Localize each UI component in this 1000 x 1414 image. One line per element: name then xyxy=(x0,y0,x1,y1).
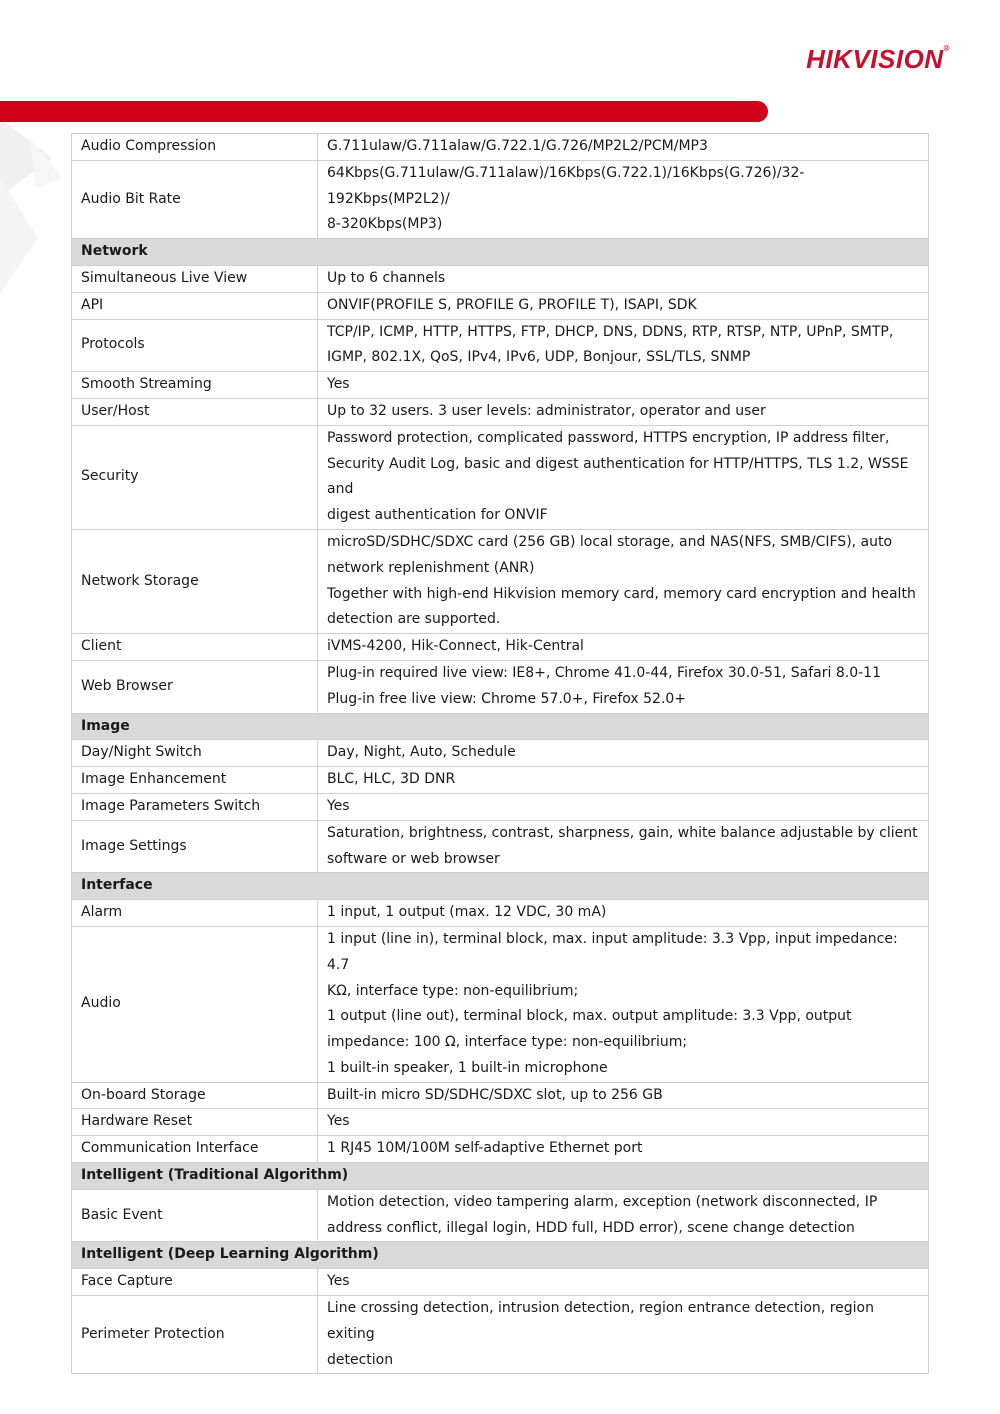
watermark-graphic xyxy=(0,118,80,308)
section-title: Network xyxy=(72,239,929,266)
spec-value-line: KΩ, interface type: non-equilibrium; xyxy=(327,982,579,999)
spec-row xyxy=(72,767,929,794)
spec-value-line: digest authentication for ONVIF xyxy=(327,507,548,524)
spec-row xyxy=(72,660,929,713)
spec-value-line: Motion detection, video tampering alarm, exception (network disconnected, IP xyxy=(327,1193,878,1210)
spec-key: Audio Compression xyxy=(72,134,318,161)
spec-value xyxy=(318,1269,929,1296)
spec-value-line: software or web browser xyxy=(327,850,500,867)
spec-row xyxy=(72,1269,929,1296)
spec-key: Simultaneous Live View xyxy=(72,265,318,292)
spec-row xyxy=(72,1189,929,1242)
spec-row xyxy=(72,160,929,238)
spec-row xyxy=(72,319,929,372)
spec-row xyxy=(72,1296,929,1374)
spec-row xyxy=(72,820,929,873)
spec-value-line: Password protection, complicated password, HTTPS encryption, IP address filter, xyxy=(327,429,890,446)
spec-key: Perimeter Protection xyxy=(72,1296,318,1374)
spec-row xyxy=(72,926,929,1082)
spec-key: Communication Interface xyxy=(72,1136,318,1163)
section-title: Image xyxy=(72,713,929,740)
spec-key: Image Enhancement xyxy=(72,767,318,794)
spec-value-line: 8-320Kbps(MP3) xyxy=(327,216,443,233)
spec-value-line: Up to 6 channels xyxy=(327,269,446,286)
spec-value-line: Together with high-end Hikvision memory card, memory card encryption and health xyxy=(327,585,916,602)
spec-value-line: Yes xyxy=(327,376,350,393)
spec-value-line: Plug-in required live view: IE8+, Chrome 41.0-44, Firefox 30.0-51, Safari 8.0-11 xyxy=(327,664,881,681)
spec-value-line: 1 built-in speaker, 1 built-in microphone xyxy=(327,1059,608,1076)
section-header-row xyxy=(72,1163,929,1190)
spec-key: Security xyxy=(72,425,318,529)
spec-key: Client xyxy=(72,634,318,661)
spec-row xyxy=(72,134,929,161)
spec-value-line: 1 input (line in), terminal block, max. input amplitude: 3.3 Vpp, input impedance: 4.7 xyxy=(327,930,898,973)
spec-row xyxy=(72,425,929,529)
spec-key: On-board Storage xyxy=(72,1082,318,1109)
specification-table xyxy=(71,133,929,1374)
spec-value-line: microSD/SDHC/SDXC card (256 GB) local storage, and NAS(NFS, SMB/CIFS), auto xyxy=(327,533,893,550)
header-red-bar xyxy=(0,101,768,122)
spec-key: Alarm xyxy=(72,900,318,927)
spec-value-line: Security Audit Log, basic and digest authentication for HTTP/HTTPS, TLS 1.2, WSSE and xyxy=(327,455,909,498)
spec-value xyxy=(318,160,929,238)
spec-key: Audio xyxy=(72,926,318,1082)
spec-key: Image Settings xyxy=(72,820,318,873)
spec-row xyxy=(72,1109,929,1136)
spec-value-line: network replenishment (ANR) xyxy=(327,559,535,576)
spec-key: Audio Bit Rate xyxy=(72,160,318,238)
spec-value xyxy=(318,319,929,372)
spec-value xyxy=(318,529,929,633)
spec-value-line: 1 input, 1 output (max. 12 VDC, 30 mA) xyxy=(327,904,607,921)
spec-value-line: 64Kbps(G.711ulaw/G.711alaw)/16Kbps(G.722.1)/16Kbps(G.726)/32-192Kbps(MP2L2)/ xyxy=(327,164,805,207)
spec-row xyxy=(72,900,929,927)
spec-value-line: Yes xyxy=(327,1273,350,1290)
spec-value-line: Saturation, brightness, contrast, sharpness, gain, white balance adjustable by client xyxy=(327,824,918,841)
spec-value-line: 1 output (line out), terminal block, max. output amplitude: 3.3 Vpp, output xyxy=(327,1008,852,1025)
spec-value-line: BLC, HLC, 3D DNR xyxy=(327,771,456,788)
spec-value-line: iVMS-4200, Hik-Connect, Hik-Central xyxy=(327,638,584,655)
spec-value xyxy=(318,372,929,399)
spec-key: Smooth Streaming xyxy=(72,372,318,399)
section-header-row xyxy=(72,713,929,740)
spec-row xyxy=(72,1082,929,1109)
spec-row xyxy=(72,529,929,633)
spec-value xyxy=(318,926,929,1082)
spec-row xyxy=(72,1136,929,1163)
spec-value-line: ONVIF(PROFILE S, PROFILE G, PROFILE T), ISAPI, SDK xyxy=(327,296,697,313)
spec-value-line: 1 RJ45 10M/100M self-adaptive Ethernet port xyxy=(327,1140,643,1157)
spec-row xyxy=(72,740,929,767)
spec-value xyxy=(318,1082,929,1109)
spec-value-line: detection xyxy=(327,1351,394,1368)
spec-value xyxy=(318,767,929,794)
spec-value-line: Yes xyxy=(327,797,350,814)
spec-row xyxy=(72,634,929,661)
spec-value xyxy=(318,634,929,661)
spec-value-line: TCP/IP, ICMP, HTTP, HTTPS, FTP, DHCP, DNS, DDNS, RTP, RTSP, NTP, UPnP, SMTP, xyxy=(327,323,894,340)
spec-value xyxy=(318,134,929,161)
spec-value xyxy=(318,292,929,319)
spec-value xyxy=(318,1189,929,1242)
spec-value xyxy=(318,425,929,529)
section-title: Intelligent (Deep Learning Algorithm) xyxy=(72,1242,929,1269)
spec-row xyxy=(72,265,929,292)
specification-table-body xyxy=(72,134,929,1374)
hikvision-logo: HIKVISION® xyxy=(806,44,950,74)
section-header-row xyxy=(72,1242,929,1269)
spec-value-line: Plug-in free live view: Chrome 57.0+, Firefox 52.0+ xyxy=(327,690,687,707)
spec-value-line: IGMP, 802.1X, QoS, IPv4, IPv6, UDP, Bonjour, SSL/TLS, SNMP xyxy=(327,349,751,366)
spec-value xyxy=(318,1109,929,1136)
spec-value xyxy=(318,820,929,873)
spec-key: User/Host xyxy=(72,398,318,425)
spec-key: Image Parameters Switch xyxy=(72,793,318,820)
section-title: Interface xyxy=(72,873,929,900)
spec-value-line: address conflict, illegal login, HDD full, HDD error), scene change detection xyxy=(327,1219,855,1236)
spec-row xyxy=(72,292,929,319)
spec-value xyxy=(318,660,929,713)
spec-value xyxy=(318,1296,929,1374)
spec-key: API xyxy=(72,292,318,319)
spec-key: Network Storage xyxy=(72,529,318,633)
spec-value xyxy=(318,900,929,927)
spec-key: Protocols xyxy=(72,319,318,372)
section-title: Intelligent (Traditional Algorithm) xyxy=(72,1163,929,1190)
spec-value-line: G.711ulaw/G.711alaw/G.722.1/G.726/MP2L2/PCM/MP3 xyxy=(327,138,708,154)
section-header-row xyxy=(72,239,929,266)
spec-row xyxy=(72,398,929,425)
spec-value-line: detection are supported. xyxy=(327,611,501,628)
spec-row xyxy=(72,793,929,820)
spec-key: Day/Night Switch xyxy=(72,740,318,767)
spec-value xyxy=(318,793,929,820)
spec-key: Hardware Reset xyxy=(72,1109,318,1136)
spec-value xyxy=(318,740,929,767)
spec-value-line: impedance: 100 Ω, interface type: non-equilibrium; xyxy=(327,1034,688,1051)
spec-key: Web Browser xyxy=(72,660,318,713)
spec-key: Basic Event xyxy=(72,1189,318,1242)
spec-value-line: Up to 32 users. 3 user levels: administrator, operator and user xyxy=(327,402,766,419)
spec-value xyxy=(318,265,929,292)
spec-row xyxy=(72,372,929,399)
spec-value-line: Day, Night, Auto, Schedule xyxy=(327,744,516,761)
spec-value-line: Yes xyxy=(327,1113,350,1130)
spec-value-line: Line crossing detection, intrusion detection, region entrance detection, region exiting xyxy=(327,1300,874,1342)
spec-value-line: Built-in micro SD/SDHC/SDXC slot, up to 256 GB xyxy=(327,1086,663,1103)
spec-key: Face Capture xyxy=(72,1269,318,1296)
spec-value xyxy=(318,1136,929,1163)
section-header-row xyxy=(72,873,929,900)
spec-value xyxy=(318,398,929,425)
